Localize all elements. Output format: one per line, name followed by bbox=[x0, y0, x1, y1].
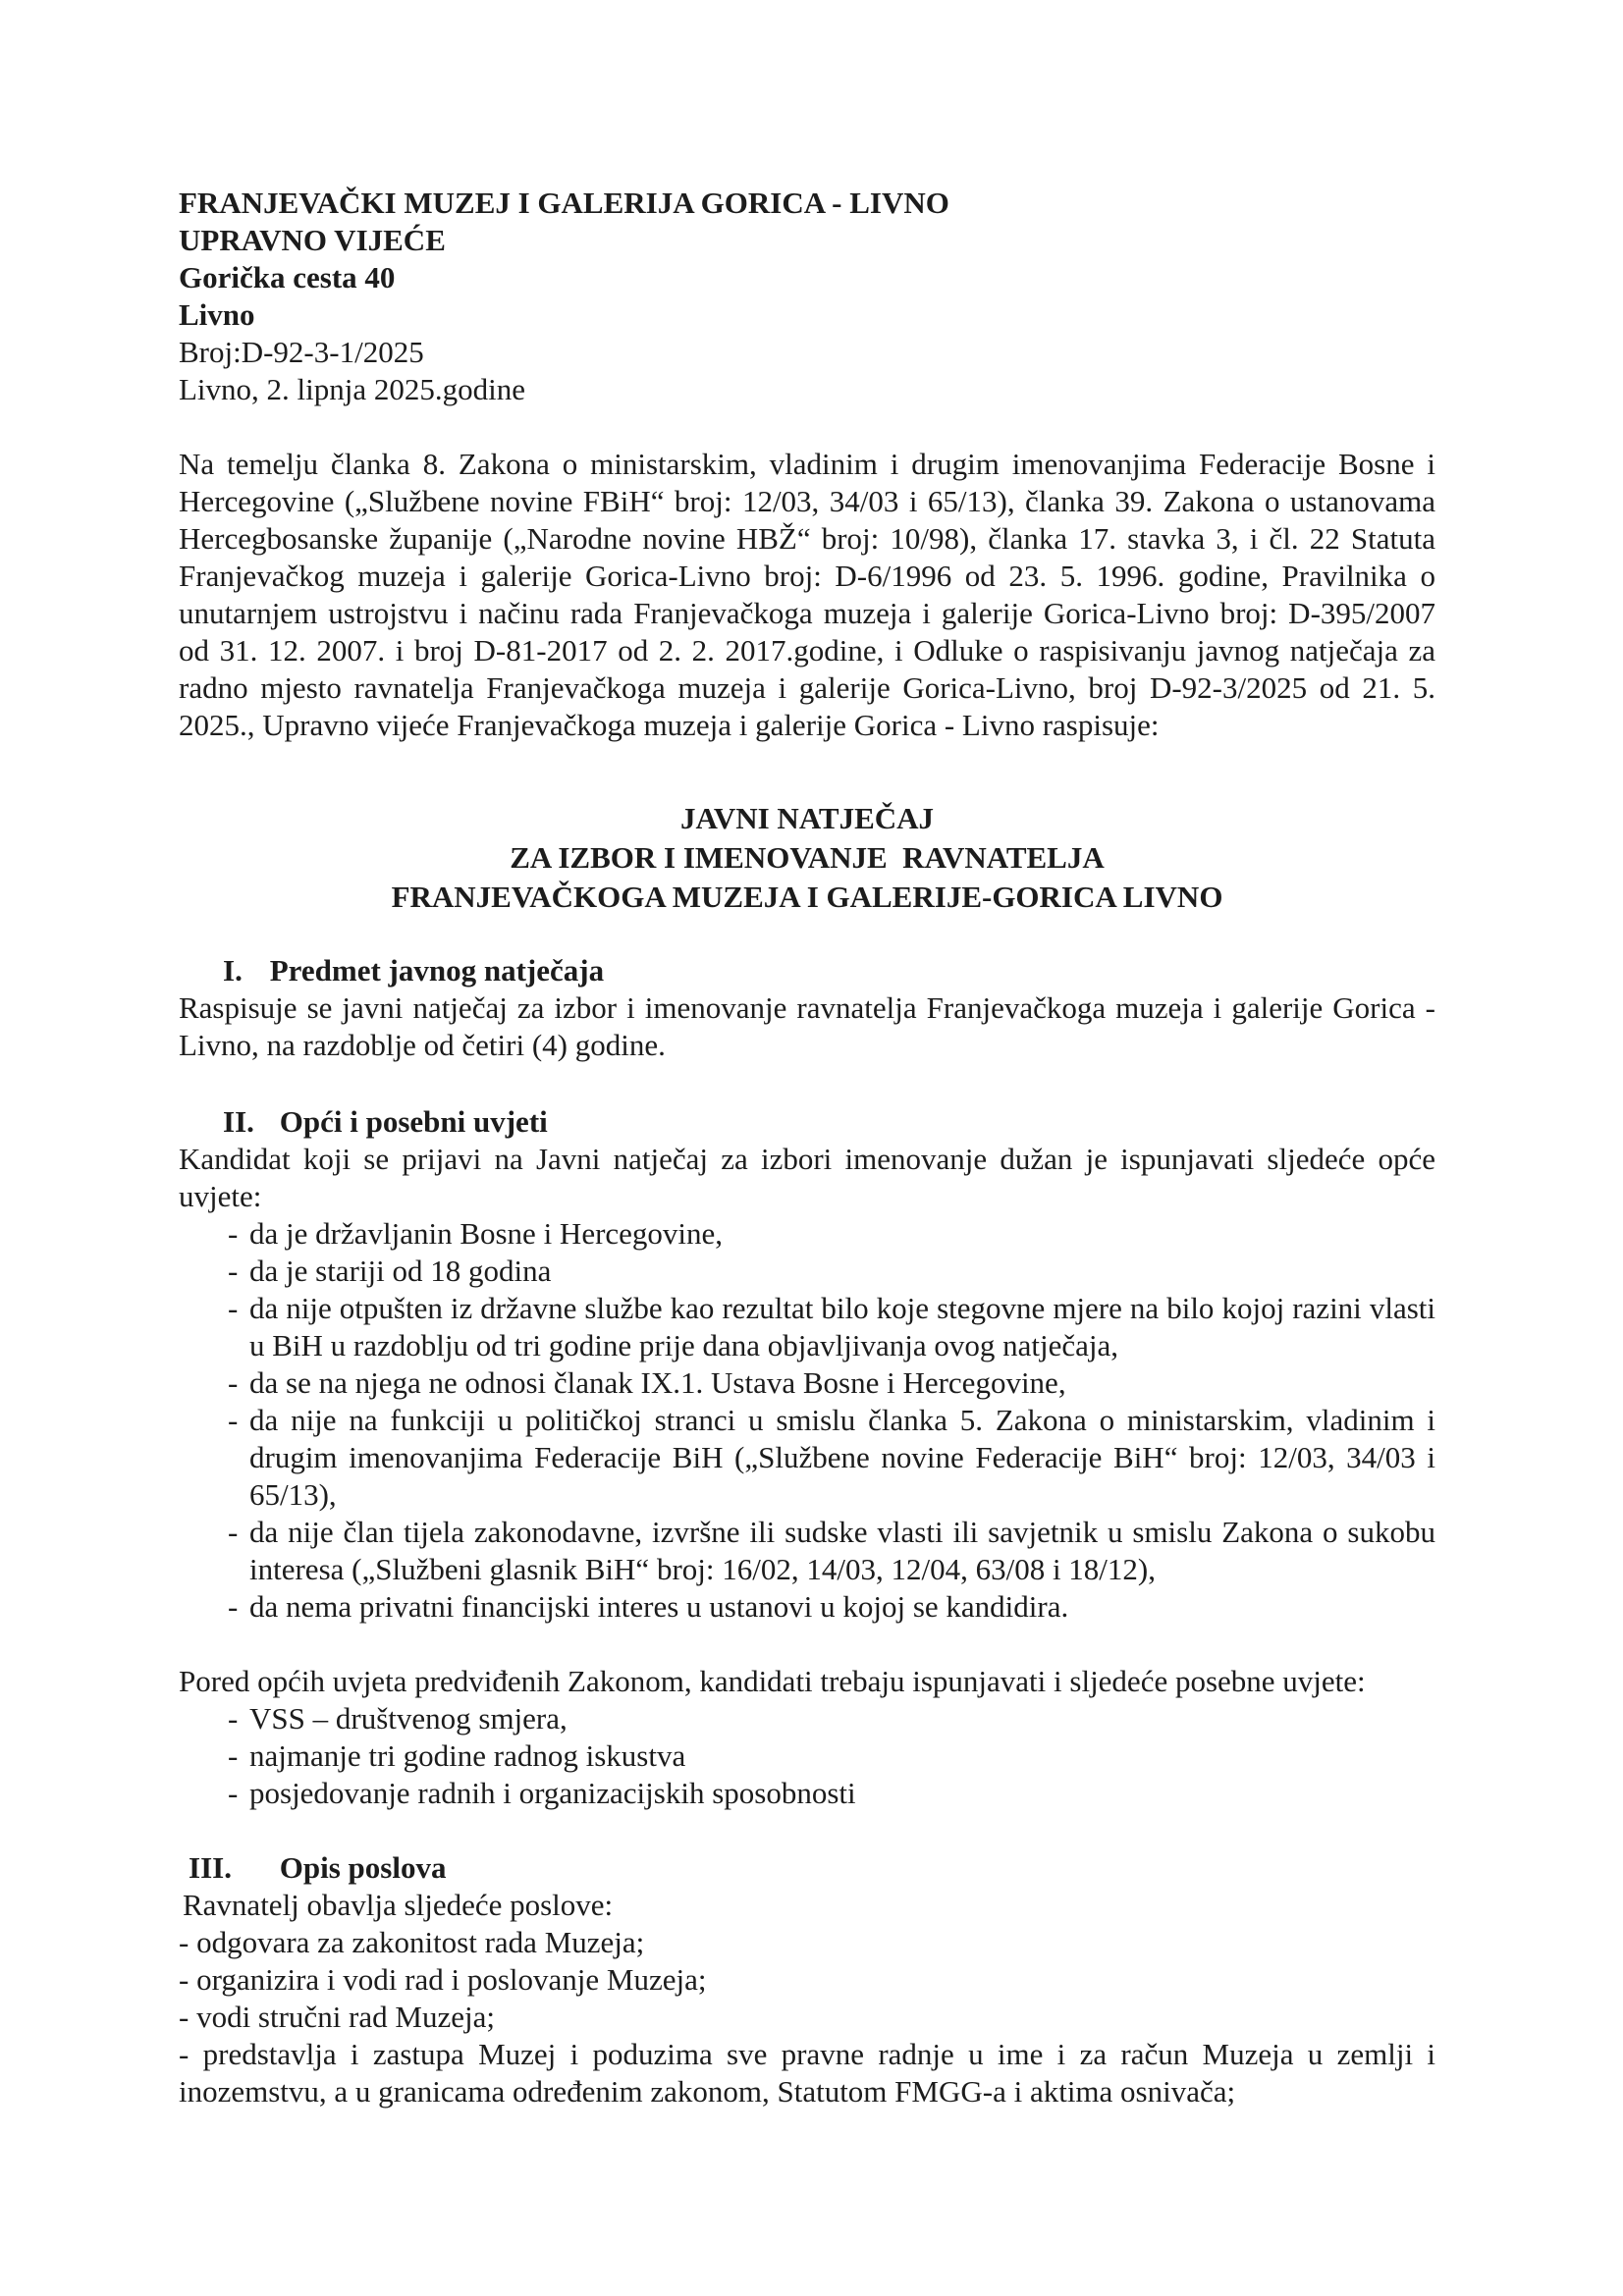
duties-list bbox=[179, 1924, 1435, 2110]
list-item: - da je državljanin Bosne i Hercegovine, bbox=[228, 1216, 724, 1251]
list-item: - da nema privatni financijski interes u ustanovi u kojoj se kandidira. bbox=[228, 1589, 1069, 1624]
notice-title bbox=[179, 799, 1435, 917]
list-item: - organizira i vodi rad i poslovanje Muzeja; bbox=[179, 1962, 707, 1997]
list-item: - vodi stručni rad Muzeja; bbox=[179, 2000, 495, 2034]
list-item: - VSS – društvenog smjera, bbox=[228, 1701, 568, 1735]
special-conditions-list bbox=[179, 1700, 1435, 1812]
street-address: Gorička cesta 40 bbox=[179, 260, 396, 294]
list-item: - odgovara za zakonitost rada Muzeja; bbox=[179, 1925, 645, 1959]
section-3-title: Opis poslova bbox=[279, 1850, 447, 1885]
section-1-title: Predmet javnog natječaja bbox=[269, 953, 605, 988]
list-item: - da se na njega ne odnosi članak IX.1. Ustava Bosne i Hercegovine, bbox=[228, 1365, 1066, 1400]
document-date: Livno, 2. lipnja 2025.godine bbox=[179, 372, 526, 406]
section-1-number: I. bbox=[223, 953, 243, 988]
section-2-title: Opći i posebni uvjeti bbox=[279, 1104, 548, 1139]
title-line-2: ZA IZBOR I IMENOVANJE RAVNATELJA bbox=[510, 840, 1105, 875]
list-item: - da nije otpušten iz državne službe kao rezultat bilo koje stegovne mjere na bilo kojoj razini vlasti u BiH u razdoblju od tri godine prije dana objavljivanja ovog natječaja, bbox=[228, 1291, 1435, 1362]
list-item: - predstavlja i zastupa Muzej i poduzima sve pravne radnje u ime i za račun Muzeja u zemlji i inozemstvu, a u granicama određenim zakonom, Statutom FMGG-a i aktima osnivača; bbox=[179, 2037, 1435, 2109]
section-1-text: Raspisuje se javni natječaj za izbor i imenovanje ravnatelja Franjevačkoga muzeja i galerije Gorica - Livno, na razdoblje od četiri (4) godine. bbox=[179, 990, 1435, 1062]
list-item: - najmanje tri godine radnog iskustva bbox=[228, 1738, 686, 1773]
title-line-3: FRANJEVAČKOGA MUZEJA I GALERIJE-GORICA LIVNO bbox=[391, 880, 1223, 914]
section-1-heading bbox=[179, 952, 1435, 989]
board-name: UPRAVNO VIJEĆE bbox=[179, 223, 446, 257]
legal-basis-paragraph: Na temelju članka 8. Zakona o ministarskim, vladinim i drugim imenovanjima Federacije Bosne i Hercegovine („Službene novine FBiH“ broj: 12/03, 34/03 i 65/13), članka 39. Zakona o ustanovama Hercegbosanske županije („Narodne novine HBŽ“ broj: 10/98), članka 17. stavka 3, i čl. 22 Statuta Franjevačkog muzeja i galerije Gorica-Livno broj: D-6/1996 od 23. 5. 1996. godine, Pravilnika o unutarnjem ustrojstvu i načinu rada Franjevačkoga muzeja i galerije Gorica-Livno broj: D-395/2007 od 31. 12. 2007. i broj D-81-2017 od 2. 2. 2017.godine, i Odluke o raspisivanju javnog natječaja za radno mjesto ravnatelja Franjevačkoga muzeja i galerije Gorica-Livno, broj D-92-3/2025 od 21. 5. 2025., Upravno vijeće Franjevačkoga muzeja i galerije Gorica - Livno raspisuje: bbox=[179, 447, 1435, 742]
section-3-intro: Ravnatelj obavlja sljedeće poslove: bbox=[183, 1888, 614, 1922]
general-conditions-list bbox=[179, 1215, 1435, 1626]
reference-number: Broj:D-92-3-1/2025 bbox=[179, 335, 424, 369]
document-body bbox=[179, 185, 1435, 2110]
list-item: - da nije član tijela zakonodavne, izvršne ili sudske vlasti ili savjetnik u smislu Zakona o sukobu interesa („Službeni glasnik BiH“ broj: 16/02, 14/03, 12/04, 63/08 i 18/12), bbox=[228, 1515, 1435, 1586]
title-line-1: JAVNI NATJEČAJ bbox=[679, 801, 935, 835]
section-3-heading bbox=[179, 1849, 1435, 1887]
institution-name: FRANJEVAČKI MUZEJ I GALERIJA GORICA - LIVNO bbox=[179, 186, 949, 220]
section-2-number: II. bbox=[223, 1104, 254, 1139]
list-item: - da je stariji od 18 godina bbox=[228, 1254, 552, 1288]
list-item: - posjedovanje radnih i organizacijskih sposobnosti bbox=[228, 1776, 856, 1810]
city: Livno bbox=[179, 297, 255, 332]
section-2-heading bbox=[179, 1103, 1435, 1141]
letterhead bbox=[179, 185, 1435, 334]
list-item: - da nije na funkciji u političkoj stranci u smislu članka 5. Zakona o ministarskim, vladinim i drugim imenovanjima Federacije BiH („Službene novine Federacije BiH“ broj: 12/03, 34/03 i 65/13), bbox=[228, 1403, 1435, 1512]
section-2-intro: Kandidat koji se prijavi na Javni natječaj za izbori imenovanje dužan je ispunjavati sljedeće opće uvjete: bbox=[179, 1142, 1435, 1213]
special-conditions-intro: Pored općih uvjeta predviđenih Zakonom, kandidati trebaju ispunjavati i sljedeće posebne uvjete: bbox=[179, 1664, 1366, 1698]
section-3-number: III. bbox=[189, 1850, 232, 1885]
